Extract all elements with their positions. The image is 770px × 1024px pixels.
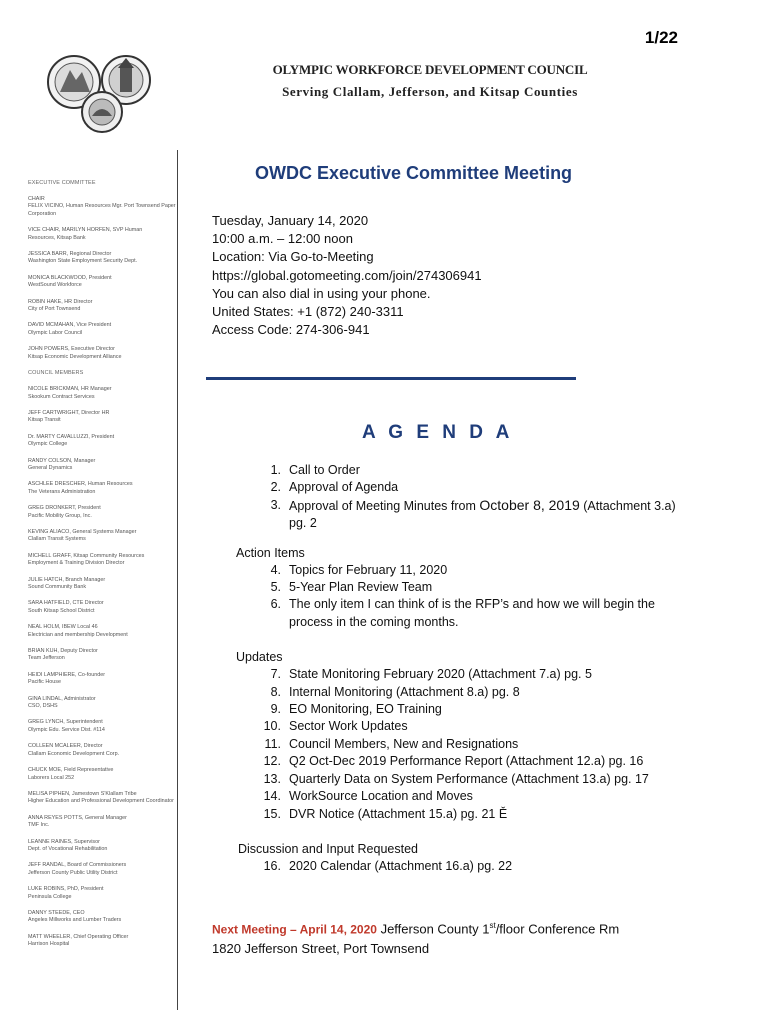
- dial-in-phone: United States: +1 (872) 240-3311: [212, 304, 404, 320]
- member-name: GREG LYNCH, Superintendent: [28, 719, 103, 726]
- member-name: MATT WHEELER, Chief Operating Officer: [28, 933, 129, 940]
- page-number: 1/22: [644, 28, 678, 47]
- council-members-heading: COUNCIL MEMBERS: [28, 370, 84, 377]
- agenda-item: [236, 497, 696, 533]
- member-organization: The Veterans Administration: [28, 488, 96, 495]
- updates-list: [236, 666, 696, 823]
- member-sidebar: [28, 180, 178, 958]
- member-organization: Clallam Economic Development Corp.: [28, 750, 120, 757]
- member-organization: Pacific House: [28, 679, 61, 686]
- member-organization: Higher Education and Professional Development Coordinator: [28, 798, 174, 805]
- member-organization: WestSound Workforce: [28, 282, 82, 289]
- member-entry: [28, 227, 178, 242]
- member-name: DAVID MCMAHAN, Vice President: [28, 322, 112, 329]
- item-text: State Monitoring February 2020 (Attachment 7.a) pg. 5: [289, 667, 592, 682]
- member-name: DANNY STEEDE, CEO: [28, 909, 85, 916]
- member-name: JESSICA BARR, Regional Director: [28, 251, 112, 258]
- member-name: JEFF CARTWRIGHT, Director HR: [28, 409, 110, 416]
- member-name: MELISA PIPHEN, Jamestown S'Klallam Tribe: [28, 790, 137, 797]
- member-name: GINA LINDAL, Administrator: [28, 695, 96, 702]
- member-organization: Kitsap Economic Development Alliance: [28, 353, 122, 360]
- member-organization: Harrison Hospital: [28, 941, 70, 948]
- item-number: 4.: [270, 562, 281, 577]
- member-name: CHAIR: [28, 196, 45, 202]
- agenda-item: [236, 788, 696, 805]
- member-entry: [28, 886, 178, 901]
- member-organization: Dept. of Vocational Rehabilitation: [28, 845, 108, 852]
- item-number: 15.: [263, 806, 281, 821]
- item-text: WorkSource Location and Moves: [289, 789, 473, 804]
- item-number: 12.: [263, 754, 281, 769]
- agenda-item: [236, 479, 696, 496]
- member-entry: [28, 815, 178, 830]
- member-entry: [28, 410, 178, 425]
- member-organization: Olympic Edu. Service Dist. #114: [28, 726, 105, 733]
- member-entry: [28, 862, 178, 877]
- agenda-item: [236, 666, 696, 683]
- member-entry: [28, 934, 178, 949]
- member-name: ASCHLEE DRESCHER, Human Resources: [28, 481, 133, 488]
- item-text: 5-Year Plan Review Team: [289, 580, 433, 595]
- member-entry: [28, 322, 178, 337]
- item-text: Quarterly Data on System Performance (Attachment 13.a) pg. 17: [289, 771, 649, 786]
- org-name: OLYMPIC WORKFORCE DEVELOPMENT COUNCIL: [272, 62, 588, 77]
- member-entry: [28, 251, 178, 266]
- org-serving: Serving Clallam, Jefferson, and Kitsap Counties: [282, 84, 578, 99]
- item-text: Council Members, New and Resignations: [289, 736, 519, 751]
- member-organization: Pacific Mobility Group, Inc.: [28, 512, 92, 519]
- member-organization: Laborers Local 252: [28, 774, 75, 781]
- agenda-item: [236, 771, 696, 788]
- member-organization: Kitsap Transit: [28, 417, 61, 424]
- member-name: SARA HATFIELD, CTE Director: [28, 600, 104, 607]
- member-name: LEANNE RAINES, Supervisor: [28, 838, 100, 845]
- member-name: NEAL HOLM, IBEW Local 46: [28, 624, 98, 631]
- member-name: NICOLE BRICKMAN, HR Manager: [28, 386, 112, 393]
- action-items-label: Action Items: [236, 545, 305, 560]
- member-name: JOHN POWERS, Executive Director: [28, 346, 115, 353]
- member-organization: Team Jefferson: [28, 655, 65, 662]
- agenda-list: [236, 462, 696, 875]
- member-organization: Skookum Contract Services: [28, 393, 95, 400]
- item-number: 13.: [263, 771, 281, 786]
- meeting-date: Tuesday, January 14, 2020: [212, 213, 369, 228]
- member-organization: Olympic College: [28, 441, 68, 448]
- member-organization: South Kitsap School District: [28, 607, 95, 614]
- member-entry: [28, 600, 178, 615]
- next-meeting-label: Next Meeting – April 14, 2020: [212, 922, 377, 937]
- discussion-label: Discussion and Input Requested: [238, 841, 418, 856]
- member-organization: Jefferson County Public Utility District: [28, 869, 118, 876]
- agenda-item: [236, 701, 696, 718]
- agenda-item: [236, 462, 696, 479]
- member-entry: [28, 672, 178, 687]
- section-divider: [206, 377, 576, 380]
- agenda-item: [236, 684, 696, 701]
- member-entry: [28, 529, 178, 544]
- member-entry: [28, 553, 178, 568]
- member-organization: Sound Community Bank: [28, 584, 87, 590]
- org-header: [200, 62, 660, 100]
- member-organization: Clallam Transit Systems: [28, 536, 86, 543]
- member-name: HEIDI LAMPHIERE, Co-founder: [28, 671, 105, 678]
- member-entry: [28, 791, 178, 806]
- meeting-url-link[interactable]: https://global.gotomeeting.com/join/274306941: [212, 267, 482, 283]
- agenda-item: [236, 736, 696, 753]
- next-meeting-address: 1820 Jefferson Street, Port Townsend: [212, 941, 430, 957]
- member-name: CHUCK MOE, Field Representative: [28, 767, 114, 774]
- member-entry: [28, 648, 178, 663]
- item-text: Internal Monitoring (Attachment 8.a) pg. 8: [289, 684, 520, 699]
- agenda-group-opening: [236, 462, 696, 533]
- updates-label: Updates: [236, 650, 283, 665]
- meeting-location: Location: Via Go-to-Meeting: [212, 249, 374, 265]
- item-text: Topics for February 11, 2020: [289, 562, 448, 577]
- action-items-list: [236, 562, 696, 632]
- agenda-item: [236, 579, 696, 596]
- member-organization: Olympic Labor Council: [28, 329, 83, 336]
- item-number: 9.: [270, 702, 281, 717]
- member-organization: Washington State Employment Security Dept.: [28, 258, 138, 265]
- member-name: JEFF RANDAL, Board of Commissioners: [28, 862, 127, 869]
- agenda-item: [236, 718, 696, 735]
- member-organization: Angeles Millworks and Lumber Traders: [28, 917, 122, 924]
- member-entry: [28, 275, 178, 290]
- member-name: ANNA REYES POTTS, General Manager: [28, 814, 127, 821]
- member-entry: [28, 505, 178, 520]
- member-organization: Employment & Training Division Director: [28, 560, 125, 567]
- item-number: 2.: [270, 480, 281, 495]
- meeting-info: [212, 212, 482, 339]
- item-number: 8.: [270, 684, 281, 699]
- member-entry: [28, 386, 178, 401]
- agenda-item: [236, 562, 696, 579]
- item-text: 2020 Calendar (Attachment 16.a) pg. 22: [289, 858, 513, 873]
- member-name: COLLEEN MCALEER, Director: [28, 743, 103, 750]
- item-number: 1.: [270, 463, 281, 477]
- member-name: KEVING ALIACO, General Systems Manager: [28, 528, 137, 535]
- member-organization: FELIX VICINO, Human Resources Mgr. Port Townsend Paper Corporation: [28, 203, 176, 217]
- item-number: 5.: [270, 580, 281, 595]
- member-name: MICHELL GRAFF, Kitsap Community Resources: [28, 552, 145, 559]
- member-entry: [28, 577, 178, 592]
- member-name: MONICA BLACKWOOD, President: [28, 274, 112, 281]
- exec-member-list: [28, 196, 178, 361]
- meeting-title: OWDC Executive Committee Meeting: [255, 163, 573, 183]
- member-name: VICE CHAIR, MARILYN HORFEN, SVP Human: [28, 227, 143, 234]
- member-entry: [28, 839, 178, 854]
- item-number: 16.: [263, 858, 281, 873]
- dial-in-note: You can also dial in using your phone.: [212, 285, 431, 301]
- member-name: GREG DRONKERT, President: [28, 505, 101, 512]
- item-text: EO Monitoring, EO Training: [289, 702, 442, 717]
- member-organization: Resources, Kitsap Bank: [28, 234, 86, 241]
- item-text: [281, 497, 696, 533]
- ordinal-suffix: st: [489, 921, 496, 930]
- next-meeting-room: /floor Conference Rm: [495, 921, 620, 937]
- member-organization: General Dynamics: [28, 464, 73, 471]
- member-entry: [28, 481, 178, 496]
- item-text: DVR Notice (Attachment 15.a) pg. 21 Ě: [289, 806, 508, 821]
- member-entry: [28, 767, 178, 782]
- member-entry: [28, 624, 178, 639]
- item-text: Approval of Agenda: [289, 480, 399, 495]
- member-entry: [28, 434, 178, 449]
- exec-committee-heading: EXECUTIVE COMMITTEE: [28, 180, 96, 186]
- item-number: 10.: [263, 719, 281, 734]
- item-text: Call to Order: [289, 463, 360, 477]
- item-text: The only item I can think of is the RFP’s and how we will begin the process in the coming months.: [289, 597, 655, 629]
- member-organization: Peninsula College: [28, 893, 72, 900]
- member-name: LUKE ROBINS, PhD, President: [28, 886, 104, 893]
- access-code: Access Code: 274-306-941: [212, 322, 370, 338]
- member-organization: Electrician and membership Development: [28, 631, 128, 638]
- item-number: 6.: [270, 597, 281, 612]
- member-name: BRIAN KUH, Deputy Director: [28, 648, 98, 655]
- item-number: 14.: [263, 789, 281, 804]
- member-entry: [28, 458, 178, 473]
- member-entry: [28, 910, 178, 925]
- item-text: Sector Work Updates: [289, 719, 408, 734]
- item-text-date: October 8, 2019: [479, 496, 580, 513]
- member-name: RANDY COLSON, Manager: [28, 457, 96, 464]
- item-text: Q2 Oct-Dec 2019 Performance Report (Attachment 12.a) pg. 16: [289, 754, 644, 769]
- agenda-item: [236, 858, 696, 875]
- council-member-list: [28, 386, 178, 949]
- next-meeting: [212, 916, 619, 958]
- agenda-item: [236, 753, 696, 770]
- discussion-list: [236, 858, 696, 875]
- member-entry: [28, 696, 178, 711]
- member-entry: [28, 299, 178, 314]
- member-entry: [28, 719, 178, 734]
- member-organization: TMF Inc.: [28, 822, 50, 829]
- member-entry: [28, 743, 178, 758]
- item-text-part: Approval of Meeting Minutes from: [289, 498, 480, 513]
- agenda-item: [236, 596, 696, 631]
- next-meeting-place: Jefferson County 1: [376, 921, 490, 937]
- member-name: ROBIN HAKE, HR Director: [28, 298, 93, 305]
- member-organization: CSO, DSHS: [28, 703, 58, 710]
- seal-logos: [40, 46, 152, 134]
- item-text-part: (Attachment 3.a) pg. 2: [289, 498, 676, 531]
- item-number: 11.: [264, 736, 281, 751]
- member-name: JULIE HATCH, Branch Manager: [28, 576, 106, 583]
- item-number: 3.: [270, 497, 281, 512]
- member-entry: [28, 346, 178, 361]
- member-name: Dr. MARTY CAVALLUZZI, President: [28, 433, 115, 440]
- member-organization: City of Port Townsend: [28, 306, 81, 313]
- member-entry: [28, 196, 178, 218]
- agenda-heading: A G E N D A: [362, 422, 514, 443]
- agenda-item: [236, 806, 696, 823]
- item-number: 7.: [270, 667, 281, 682]
- meeting-time: 10:00 a.m. – 12:00 noon: [212, 231, 353, 247]
